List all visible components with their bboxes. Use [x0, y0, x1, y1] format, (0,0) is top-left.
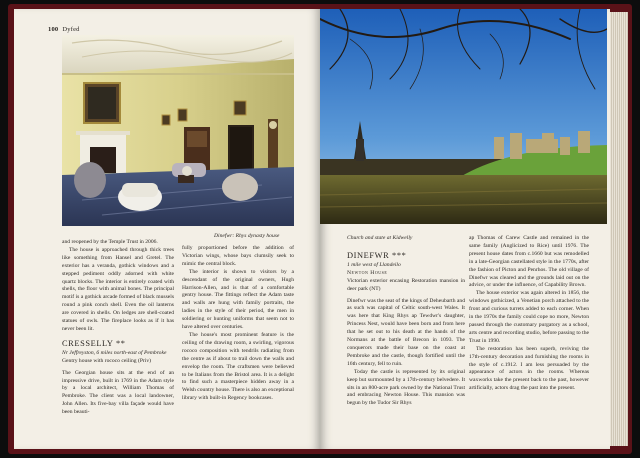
entry-subtitle: Victorian exterior encasing Restoration mansion in deer park (NT) — [347, 277, 465, 292]
entry-title-dinefwr: DINEFWR *** — [347, 251, 407, 260]
interior-photo — [62, 35, 294, 226]
paragraph: The house exterior was again altered in 1856, the windows gothicized, a Venetian porch attached to the front and curious turrets added to each corner. When in the 1970s the family could cope no more, Newton passed through the customary purgatory as a school, arts centre and recording studio, before passing to the Trust in 1990. — [469, 290, 589, 344]
right-page — [320, 9, 610, 449]
paragraph: Today the castle is represented by its original keep but surmounted by a 17th-century belvedere. It sits in an 800-acre park owned by the National Trust and embracing Newton House. This mansion was begun by the Tudor Sir Rhys — [347, 368, 465, 407]
paragraph: and reopened by the Temple Trust in 2006. — [62, 239, 158, 245]
entry-subtitle: Gentry house with rococo ceiling (Priv) — [62, 357, 152, 364]
paragraph: The Georgian house sits at the end of an impressive drive, built in 1769 in the Adam style by a local architect, William Thomas of Pembroke. The client was a local landowner, John Allen. Its five-bay villa façade would have been beauti- — [62, 369, 174, 416]
paragraph: Dinefwr was the seat of the kings of Deheubarth and as such was capital of Celtic south-west Wales. It was here that King Rhys ap Tewdwr's daughter, Princess Nest, would have been born and from here that he set out to his death at the hands of the Normans at the battle of Brecon in 1093. The conquerors made their base on the coast at Pembroke and the castle, though fortified until the 16th century, fell to ruin. — [347, 297, 465, 367]
entry-title-cresselly: CRESSELLY ** — [62, 338, 126, 348]
paragraph: The house is approached through thick trees like something from Hansel and Gretel. The exterior has a veranda, gothick windows and a stepped pediment oddly adorned with white quartz blocks. The interior is entirely coated with shells, the floor with animal bones. The principal motif is a gothick arcade formed of black mussels round a pink conch shell. Even the oil lanterns are covered in shells. On ledges are shell-coated statues of owls. The fireplace looks as if it has never been lit. — [62, 246, 174, 332]
left-page — [14, 9, 320, 449]
left-photo-caption: Dinefwr: Rhys dynasty house — [214, 233, 280, 239]
right-photo-caption: Church and state at Kidwelly — [347, 235, 413, 241]
right-column-1 — [347, 252, 465, 408]
entry-location: 1 mile west of Llandeilo — [347, 261, 401, 268]
running-head — [48, 26, 80, 33]
paragraph: The interior is shown to visitors by a descendant of the original owners, Hugh Harrison-Allen, and is that of a comfortable gentry house. The fittings reflect the Adam taste and walls are hung with family portraits, the ladies in the style of their period, the men in soldiering or hunting uniforms that seem not to have altered over centuries. — [182, 268, 294, 331]
entry-location: Nr Jeffreyston, 6 miles north-east of Pembroke — [62, 349, 167, 356]
paragraph: The house's most prominent feature is the ceiling of the drawing room, a swirling, vigorous rococo composition with tendrils radiating from the centre as if about to trail down the walls and envelop the room. The craftsmen were believed to be Italians from the Bristol area. It is a delight to find such a masterpiece hidden away in a Welsh country house. There is also an exceptional library with built-in Regency bookcases. — [182, 331, 294, 402]
paragraph: The restoration has been superb, reviving the 17th-century decoration and furnishing the rooms in the style of c.1912. I am less persuaded by the appearance of actors in the rooms. Whereas waxworks take the present back to the past, however artificially, actors drag the past into the present. — [469, 345, 589, 392]
left-column-1 — [62, 239, 174, 417]
entry-name: Newton House — [347, 269, 388, 276]
running-head-title: Dyfed — [62, 26, 80, 33]
page-number: 100 — [48, 26, 59, 33]
left-column-2 — [182, 245, 294, 403]
kidwelly-photo — [320, 9, 607, 224]
paragraph: ap Thomas of Carew Castle and remained in the same family (Anglicized to Rice) until 1976. The present house dates from c.1660 but was remodelled in a late-Georgian castellated style in the 1770s, after the fashion of Picton and Penrhos. The old village of Dinefwr was cleared and the grounds laid out on the advice, or under the influence, of Capability Brown. — [469, 235, 589, 289]
page-edges — [610, 12, 628, 446]
paragraph: fully proportioned before the addition of Victorian wings, whose bays clumsily seek to mimic the central block. — [182, 245, 294, 267]
right-column-2 — [469, 235, 589, 393]
